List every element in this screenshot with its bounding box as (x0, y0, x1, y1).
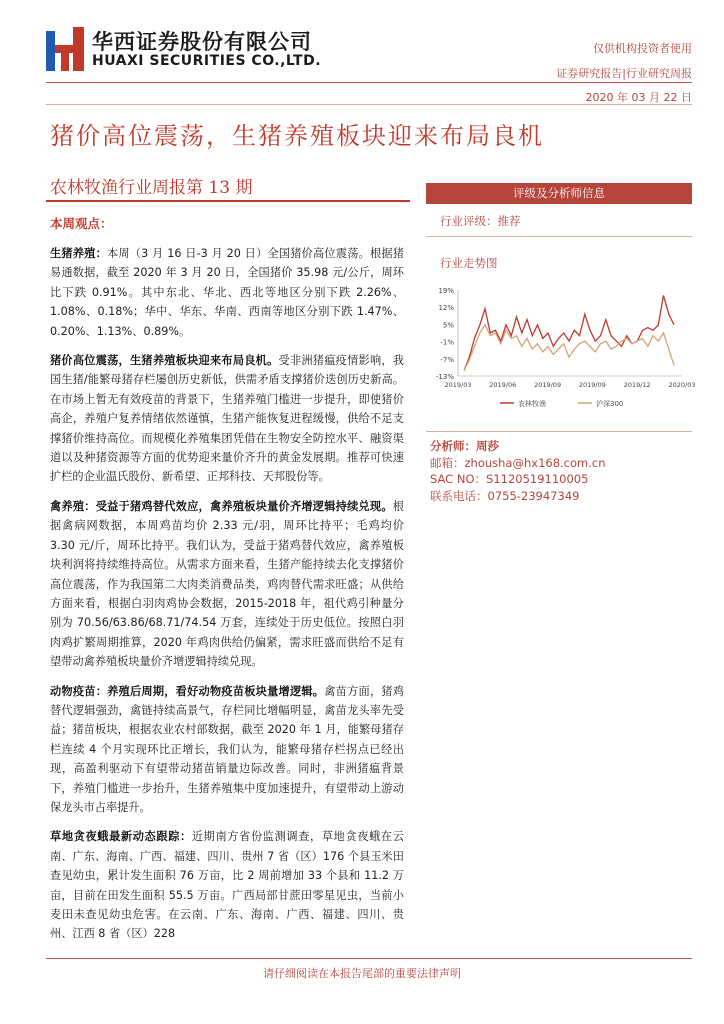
x-tick-label: 2020/03 (668, 381, 696, 389)
paragraph-text: 根据禽病网数据，本周鸡苗均价 2.33 元/羽，周环比持平；毛鸡均价 3.30 元/斤，周环比持平。我们认为，受益于猪鸡替代效应，禽养殖板块利润将持续维持高位。从需求方面来看，生猪产能持续去化支撑猪价高位震荡，作为我国第二大肉类消费品类，鸡肉替代需求旺盛；从供给方面来看，根据白羽肉鸡协会数据，2015-2018 年，祖代鸡引种量分别为 70.56/63.86/68.71/74.54 万套，连续处于历史低位。按照白羽肉鸡扩繁周期推算，2020 年鸡肉供给仍偏紧，需求旺盛而供给不足有望带动禽养殖板块量价齐增逻辑持续兑现。 (50, 499, 404, 669)
x-tick-label: 2019/12 (623, 381, 651, 389)
header-divider (46, 82, 692, 83)
paragraph-pig-price (50, 351, 404, 487)
paragraph-lead: 动物疫苗：养殖后周期，看好动物疫苗板块量增逻辑。 (50, 684, 325, 698)
sidebar-divider (426, 236, 692, 237)
subtitle-underline (46, 200, 410, 202)
y-tick-label: 19% (438, 287, 454, 295)
x-tick-label: 2019/03 (444, 381, 472, 389)
section-heading: 本周观点： (50, 216, 113, 231)
analyst-sac-no: SAC NO：S1120519110005 (430, 472, 589, 486)
main-body (50, 214, 404, 954)
paragraph-text: 受非洲猪瘟疫情影响，我国生猪/能繁母猪存栏屡创历史新低，供需矛盾支撑猪价迭创历史新高。在市场上暂无有效疫苗的背景下，生猪养殖门槛进一步提升，即使猪价高企，养殖户复养情绪依然谨慎，生猪产能恢复进程缓慢，供给不足支撑猪价维持高位。而规模化养殖集团凭借在生物安全防控水平、融资渠道以及种猪资源等方面的优势迎来量价齐升的黄金发展期。推荐可快速扩栏的企业温氏股份、新希望、正邦科技、天邦股份等。 (50, 354, 404, 484)
paragraph-lead: 禽养殖：受益于猪鸡替代效应，禽养殖板块量价齐增逻辑持续兑现。 (50, 499, 393, 513)
paragraph-animal-vaccine (50, 682, 404, 818)
legal-disclaimer: 请仔细阅读在本报告尾部的重要法律声明 (263, 967, 461, 980)
legend-label: 沪深300 (596, 400, 624, 408)
company-logo-icon (46, 27, 84, 71)
paragraph-text: 本周（3 月 16 日-3 月 20 日）全国猪价高位震荡。根据猪易通数据，截至 2020 年 3 月 20 日，全国猪价 35.98 元/公斤，周环比下跌 0.91%。其中东北、华北、西北等地区分别下跌 2.26%、1.08%、0.18%；华中、华东、华南、西南等地区分别下跌 1.47%、0.20%、1.13%、0.89%。 (50, 247, 404, 338)
sidebar-divider-2 (426, 431, 692, 432)
analyst-phone: 联系电话：0755-23947349 (430, 488, 580, 503)
chart-legend (500, 399, 623, 408)
y-tick-label: 5% (442, 321, 454, 330)
paragraph-lead: 草地贪夜蛾最新动态跟踪： (50, 830, 192, 844)
industry-trend-chart (430, 276, 696, 416)
report-date: 2020 年 03 月 22 日 (585, 91, 692, 104)
y-tick-label: -13% (435, 373, 454, 381)
audience-note: 仅供机构投资者使用 (593, 42, 692, 55)
paragraph-text: 近期南方省份监测调查，草地贪夜蛾在云南、广东、海南、广西、福建、四川、贵州 7 省（区）176 个县玉米田查见幼虫，累计发生面积 76 万亩，比 2 周前增加 33 个县和 11.2 万亩，目前在田发生面积 55.5 万亩。广西局部甘蔗田零星见虫，当前小麦田未查见幼虫危害。在云南、广东、海南、广西、福建、四川、贵州、江西 8 省（区）228 (50, 830, 404, 941)
paragraph-poultry (50, 497, 404, 672)
legend-label: 农林牧渔 (518, 400, 546, 408)
header-divider-secondary (46, 104, 692, 105)
industry-rating: 行业评级：推荐 (440, 214, 521, 228)
x-tick-label: 2019/09 (534, 381, 562, 389)
sidebar-header: 评级及分析师信息 (426, 183, 692, 204)
x-tick-label: 2019/09 (578, 381, 606, 389)
paragraph-lead: 猪价高位震荡，生猪养殖板块迎来布局良机。 (50, 354, 279, 368)
report-subtitle: 农林牧渔行业周报第 13 期 (50, 178, 253, 198)
y-tick-label: -1% (440, 338, 454, 347)
company-name-en: HUAXI SECURITIES CO.,LTD. (92, 53, 322, 69)
chart-series (464, 295, 674, 370)
y-tick-label: -7% (440, 355, 454, 364)
report-title: 猪价高位震荡，生猪养殖板块迎来布局良机 (50, 122, 544, 150)
trend-chart-label: 行业走势图 (440, 256, 498, 270)
paragraph-armyworm (50, 827, 404, 943)
paragraph-text: 禽苗方面，猪鸡替代逻辑强劲，禽链持续高景气，存栏同比增幅明显，禽苗龙头率先受益；猪苗板块，根据农业农村部数据，截至 2020 年 1 月，能繁母猪存栏连续 4 个月实现环比正增长，我们认为，能繁母猪存栏拐点已经出现，高盈利驱动下有望带动猪苗销量边际改善。同时，非洲猪瘟背景下，养殖门槛进一步抬升，生猪养殖集中度加速提升，有望带动上游动保龙头市占率提升。 (50, 684, 404, 814)
footer-divider (46, 958, 692, 959)
analyst-name: 分析师：周莎 (430, 439, 499, 453)
analyst-info (430, 438, 606, 504)
analyst-email: 邮箱：zhousha@hx168.com.cn (430, 455, 606, 470)
y-tick-label: 12% (438, 304, 454, 313)
paragraph-pig-farming (50, 244, 404, 341)
report-category: 证券研究报告|行业研究周报 (556, 67, 692, 80)
company-name-cn: 华西证券股份有限公司 (92, 29, 312, 54)
x-tick-label: 2019/06 (489, 381, 517, 389)
paragraph-lead: 生猪养殖： (50, 247, 107, 260)
